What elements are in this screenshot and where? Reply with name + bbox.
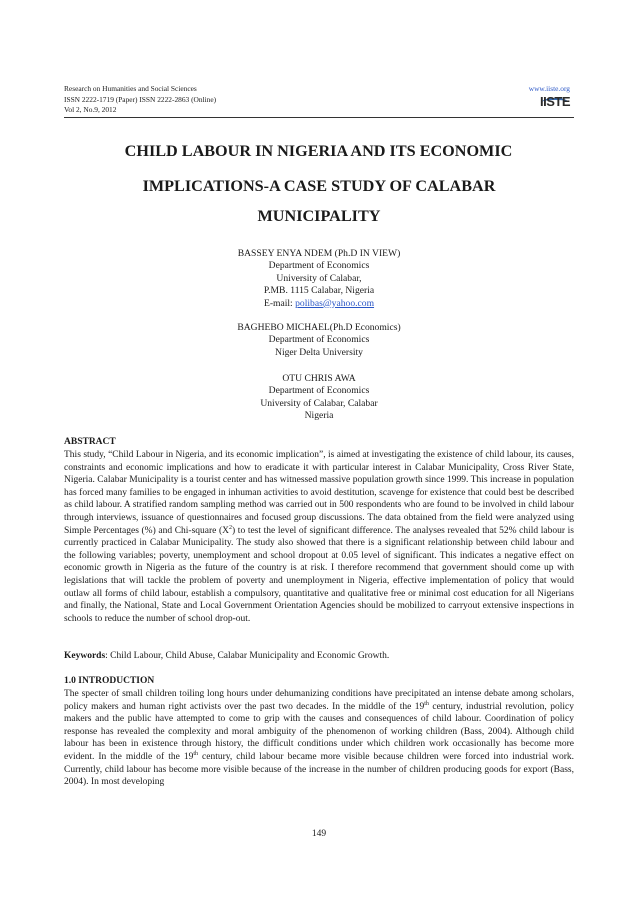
author-block-1 bbox=[64, 248, 574, 310]
paper-title-line-1: CHILD LABOUR IN NIGERIA AND ITS ECONOMIC bbox=[124, 142, 513, 160]
abstract-superscript: 2 bbox=[229, 524, 233, 531]
author-block-2 bbox=[64, 322, 574, 359]
author-name: OTU CHRIS AWA bbox=[282, 373, 356, 384]
intro-superscript-2: th bbox=[193, 750, 199, 757]
author-dept: Department of Economics bbox=[268, 260, 370, 272]
author-name: BAGHEBO MICHAEL(Ph.D Economics) bbox=[237, 322, 401, 333]
keywords-line bbox=[64, 650, 574, 663]
author-country: Nigeria bbox=[304, 410, 334, 422]
header-divider bbox=[64, 117, 574, 118]
email-link[interactable]: polibas@yahoo.com bbox=[295, 297, 375, 309]
author-name: BASSEY ENYA NDEM (Ph.D IN VIEW) bbox=[237, 248, 401, 259]
issn-line: ISSN 2222-1719 (Paper) ISSN 2222-2863 (Online) bbox=[64, 94, 217, 104]
logo-text: IISTE bbox=[540, 94, 571, 109]
iiste-logo bbox=[540, 94, 571, 115]
author-dept: Department of Economics bbox=[268, 334, 370, 346]
running-header bbox=[64, 84, 574, 116]
journal-name: Research on Humanities and Social Sciences bbox=[64, 84, 197, 93]
intro-superscript-1: th bbox=[424, 700, 429, 707]
intro-part-3: century, child labour became more visible because children were forced into industrial work. Currently, child labour has become more visible because of the increase in the number of children producing goods for export (Bass, 2004). In most developing bbox=[64, 751, 575, 788]
website-link[interactable]: www.iiste.org bbox=[528, 84, 570, 93]
author-dept: Department of Economics bbox=[268, 385, 370, 397]
keywords-label: Keywords bbox=[64, 651, 106, 661]
keywords-text: : Child Labour, Child Abuse, Calabar Municipality and Economic Growth. bbox=[105, 651, 390, 661]
author-email-line bbox=[64, 298, 574, 310]
paper-title-line-3: MUNICIPALITY bbox=[257, 207, 381, 225]
author-univ: University of Calabar, bbox=[276, 272, 362, 284]
author-block-3 bbox=[64, 373, 574, 423]
introduction-text bbox=[64, 688, 574, 789]
abstract-heading: ABSTRACT bbox=[64, 437, 116, 447]
paper-title-line-2: IMPLICATIONS-A CASE STUDY OF CALABAR bbox=[142, 177, 496, 195]
abstract-part-1: This study, “Child Labour in Nigeria, and its economic implication”, is aimed at investigating the existence of child labour, its causes, constraints and economic implications and how to eradicate it with particular interest in Calabar Municipality, Cross River State, Nigeria. Calabar Municipality is a tourist center and has witnessed massive population growth since 1999. This increase in population has forced many families to be engaged in inhuman activities to avoid destitution, scavenge for existence that could best be described as child labour. A stratified random sampling method was carried out in 500 respondents who are found to be involved in child labour through interviews, issuance of questionnaires and focused group discussions. The data obtained from the field were analyzed using Simple Percentages (%) and Chi-square (X bbox=[64, 450, 574, 536]
author-address: P.MB. 1115 Calabar, Nigeria bbox=[263, 285, 375, 297]
abstract-part-2: ) to test the level of significant difference. The analyses revealed that 52% child labour is currently practiced in Calabar Municipality. The study also showed that there is a significant relationship between child labour and the following variables; poverty, unemployment and school dropout at 0.05 level of significant. This indicates a negative effect on economic growth in Nigeria as the future of the country is at risk. I therefore recommend that government should come up with legislations that will tackle the problem of poverty and unemployment in Nigeria, effective implementation of policy that would outlaw all forms of child labour, establish a compulsory, quantitative and qualitative free or minimal cost education for all Nigerians and finally, the National, State and Local Government Orientation Agencies should be mobilized to carryout extensive inspections in schools to reduce the number of school drop-out. bbox=[64, 525, 574, 624]
intro-part-1: The specter of small children toiling long hours under dehumanizing conditions have precipitated an intense debate among scholars, policy makers and human right activists over the past two decades. In the middle of the 19 bbox=[64, 689, 574, 712]
author-univ: University of Calabar, Calabar bbox=[260, 397, 378, 409]
page-number: 149 bbox=[311, 829, 327, 839]
intro-part-2: century, industrial revolution, policy makers and the public have attempted to come to grip with the causes and consequences of child labour. Coordination of policy response has revealed the complexity and moral ambiguity of the phenomenon of working children (Bass, 2004). Although child labour has been in existence through history, the difficult conditions under which children work occasionally has become more evident. In the middle of the 19 bbox=[64, 701, 574, 762]
author-univ: Niger Delta University bbox=[275, 346, 363, 358]
volume-line: Vol 2, No.9, 2012 bbox=[64, 105, 117, 114]
abstract-text bbox=[64, 449, 574, 625]
email-label: E-mail: bbox=[263, 297, 296, 309]
section-heading-introduction: 1.0 INTRODUCTION bbox=[64, 676, 155, 686]
